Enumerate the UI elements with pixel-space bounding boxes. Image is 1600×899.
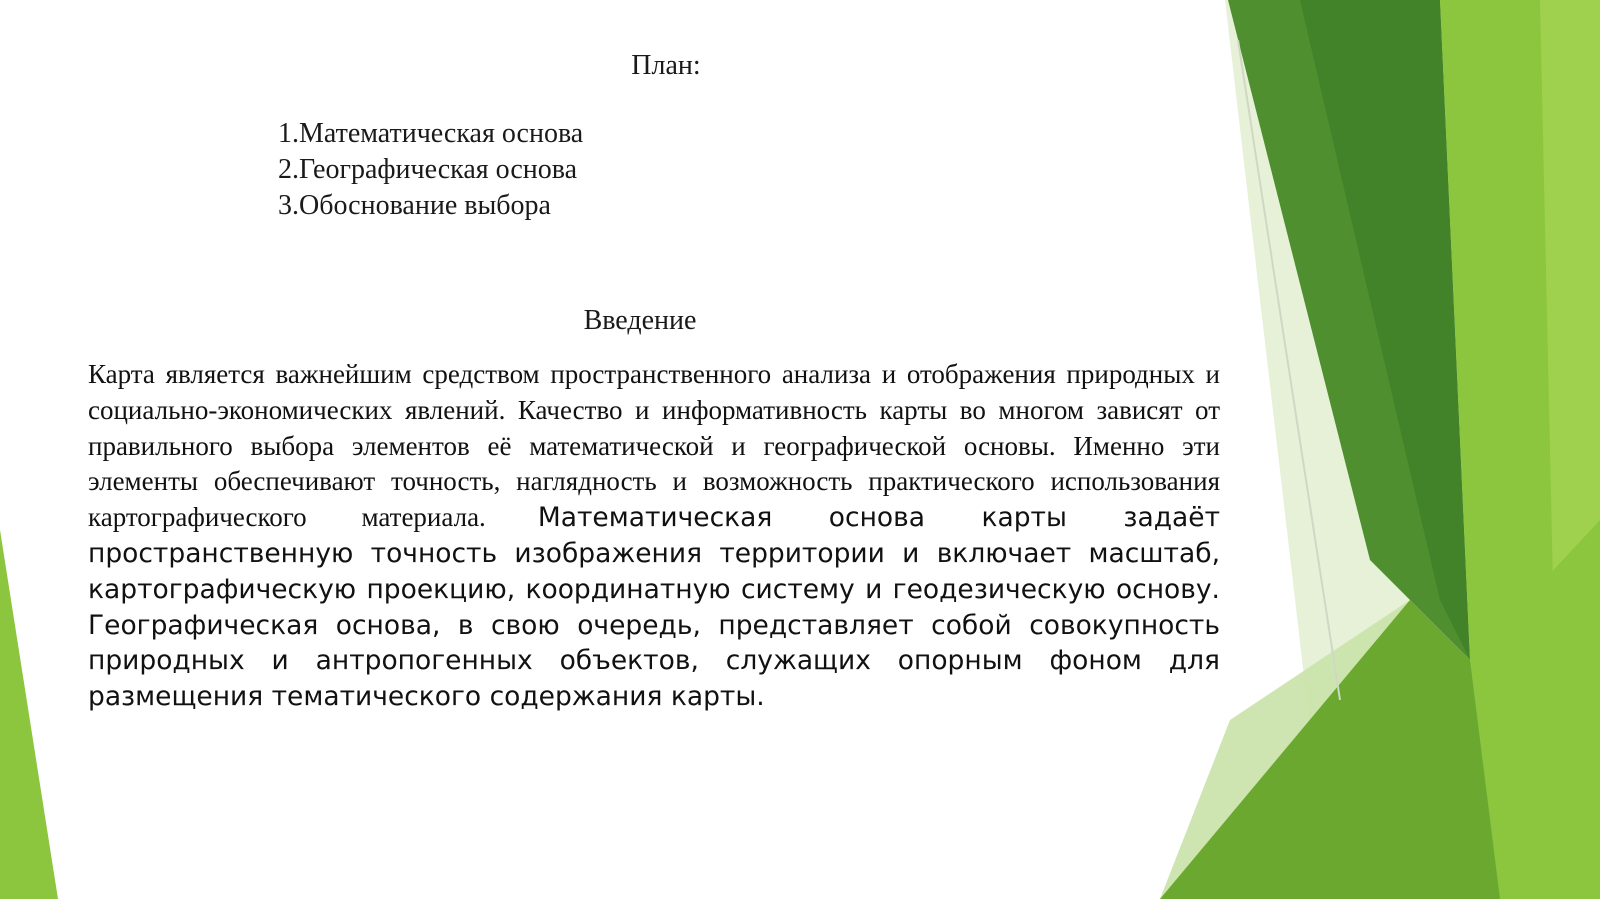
- intro-text-sans: Математическая основа карты задаёт пространственную точность изображения территории и включает масштаб, картографическую проекцию, координатную систему и геодезическую основу. Географическая основа, в свою очередь, представляет собой совокупность природных и антропогенных объектов, служащих опорным фоном для размещения тематического содержания карты.: [88, 502, 1221, 713]
- plan-item-2: 2.Географическая основа: [278, 154, 578, 185]
- left-green-facet: [0, 530, 58, 899]
- plan-item-1: 1.Математическая основа: [278, 118, 584, 149]
- plan-item-3: 3.Обоснование выбора: [278, 190, 551, 221]
- intro-paragraph: [88, 357, 1220, 715]
- intro-title: Введение: [583, 305, 697, 336]
- plan-title: План:: [631, 50, 701, 81]
- intro-text-serif: Карта является важнейшим средством пространственного анализа и отображения природных и социально-экономических явлений. Качество и информативность карты во многом зависят от правильного выбора элементов её математической и географической основы. Именно эти элементы обеспечивают точность, наглядность и возможность практического использования картографического материала.: [88, 359, 1220, 533]
- plan-list: [278, 116, 583, 224]
